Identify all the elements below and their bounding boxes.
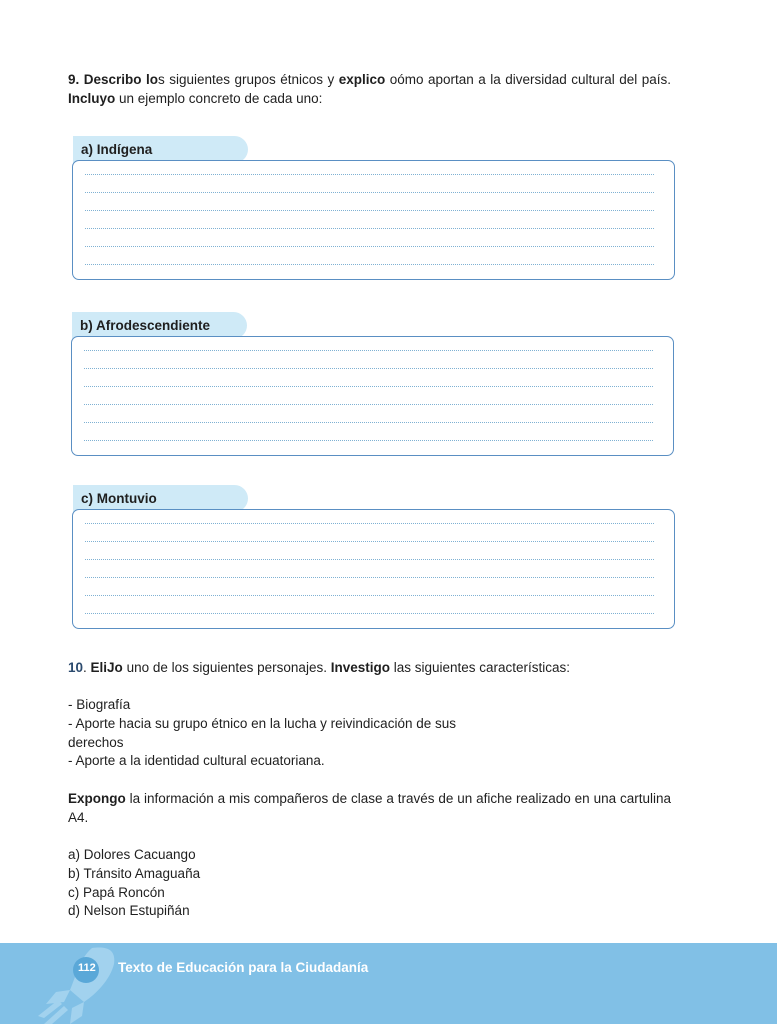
instruction-text: un ejemplo concreto de cada uno: xyxy=(115,90,323,106)
writing-lines xyxy=(84,350,653,441)
list-item: a) Dolores Cacuango xyxy=(68,847,196,862)
footer-title: Texto de Educación para la Ciudadanía xyxy=(118,960,369,975)
persons-list xyxy=(68,846,200,921)
instruction-verb: explico xyxy=(338,72,386,87)
list-item: - Aporte hacia su grupo étnico en la lucha y reivindicación de sus xyxy=(68,715,456,731)
question-10-instructions xyxy=(68,659,671,678)
instruction-text: uno de los siguientes personajes. xyxy=(122,660,331,675)
list-item: c) Papá Roncón xyxy=(68,884,165,900)
list-item: - Biografía xyxy=(68,697,131,712)
expongo-instructions xyxy=(68,790,671,827)
instruction-text: s siguientes grupos étnicos y xyxy=(158,72,339,87)
group-label-indigena: a) Indígena xyxy=(73,136,248,163)
instruction-verb: Expongo xyxy=(68,791,126,806)
group-label-afrodescendiente: b) Afrodescendiente xyxy=(72,312,247,339)
answer-box-montuvio[interactable] xyxy=(72,509,675,629)
list-item: derechos xyxy=(68,734,124,750)
rocket-icon xyxy=(30,944,120,1024)
writing-lines xyxy=(85,174,654,265)
list-item: d) Nelson Estupiñán xyxy=(68,903,190,919)
instruction-verb: Describo lo xyxy=(83,72,158,87)
instruction-verb: EliJo xyxy=(90,660,123,675)
instruction-text: las siguientes características: xyxy=(389,660,571,675)
question-number: 10 xyxy=(68,660,84,675)
writing-lines xyxy=(85,523,654,614)
list-item: - Aporte a la identidad cultural ecuatoriana. xyxy=(68,753,325,769)
instruction-text: . xyxy=(83,660,91,675)
instruction-text: la información a mis compañeros de clase a través de un afiche realizado en una cartulina A4. xyxy=(68,791,671,825)
instruction-verb: Investigo xyxy=(330,660,390,675)
answer-box-afrodescendiente[interactable] xyxy=(71,336,674,456)
answer-box-indigena[interactable] xyxy=(72,160,675,280)
page-number: 112 xyxy=(78,962,96,974)
question-number: 9. xyxy=(68,72,80,87)
characteristics-list xyxy=(68,696,456,771)
list-item: b) Tránsito Amaguaña xyxy=(68,865,201,881)
instruction-verb: Incluyo xyxy=(68,90,116,106)
group-label-montuvio: c) Montuvio xyxy=(73,485,248,512)
instruction-text: oómo aportan a la diversidad cultural del país. xyxy=(385,72,671,87)
question-9-instructions xyxy=(68,71,671,108)
